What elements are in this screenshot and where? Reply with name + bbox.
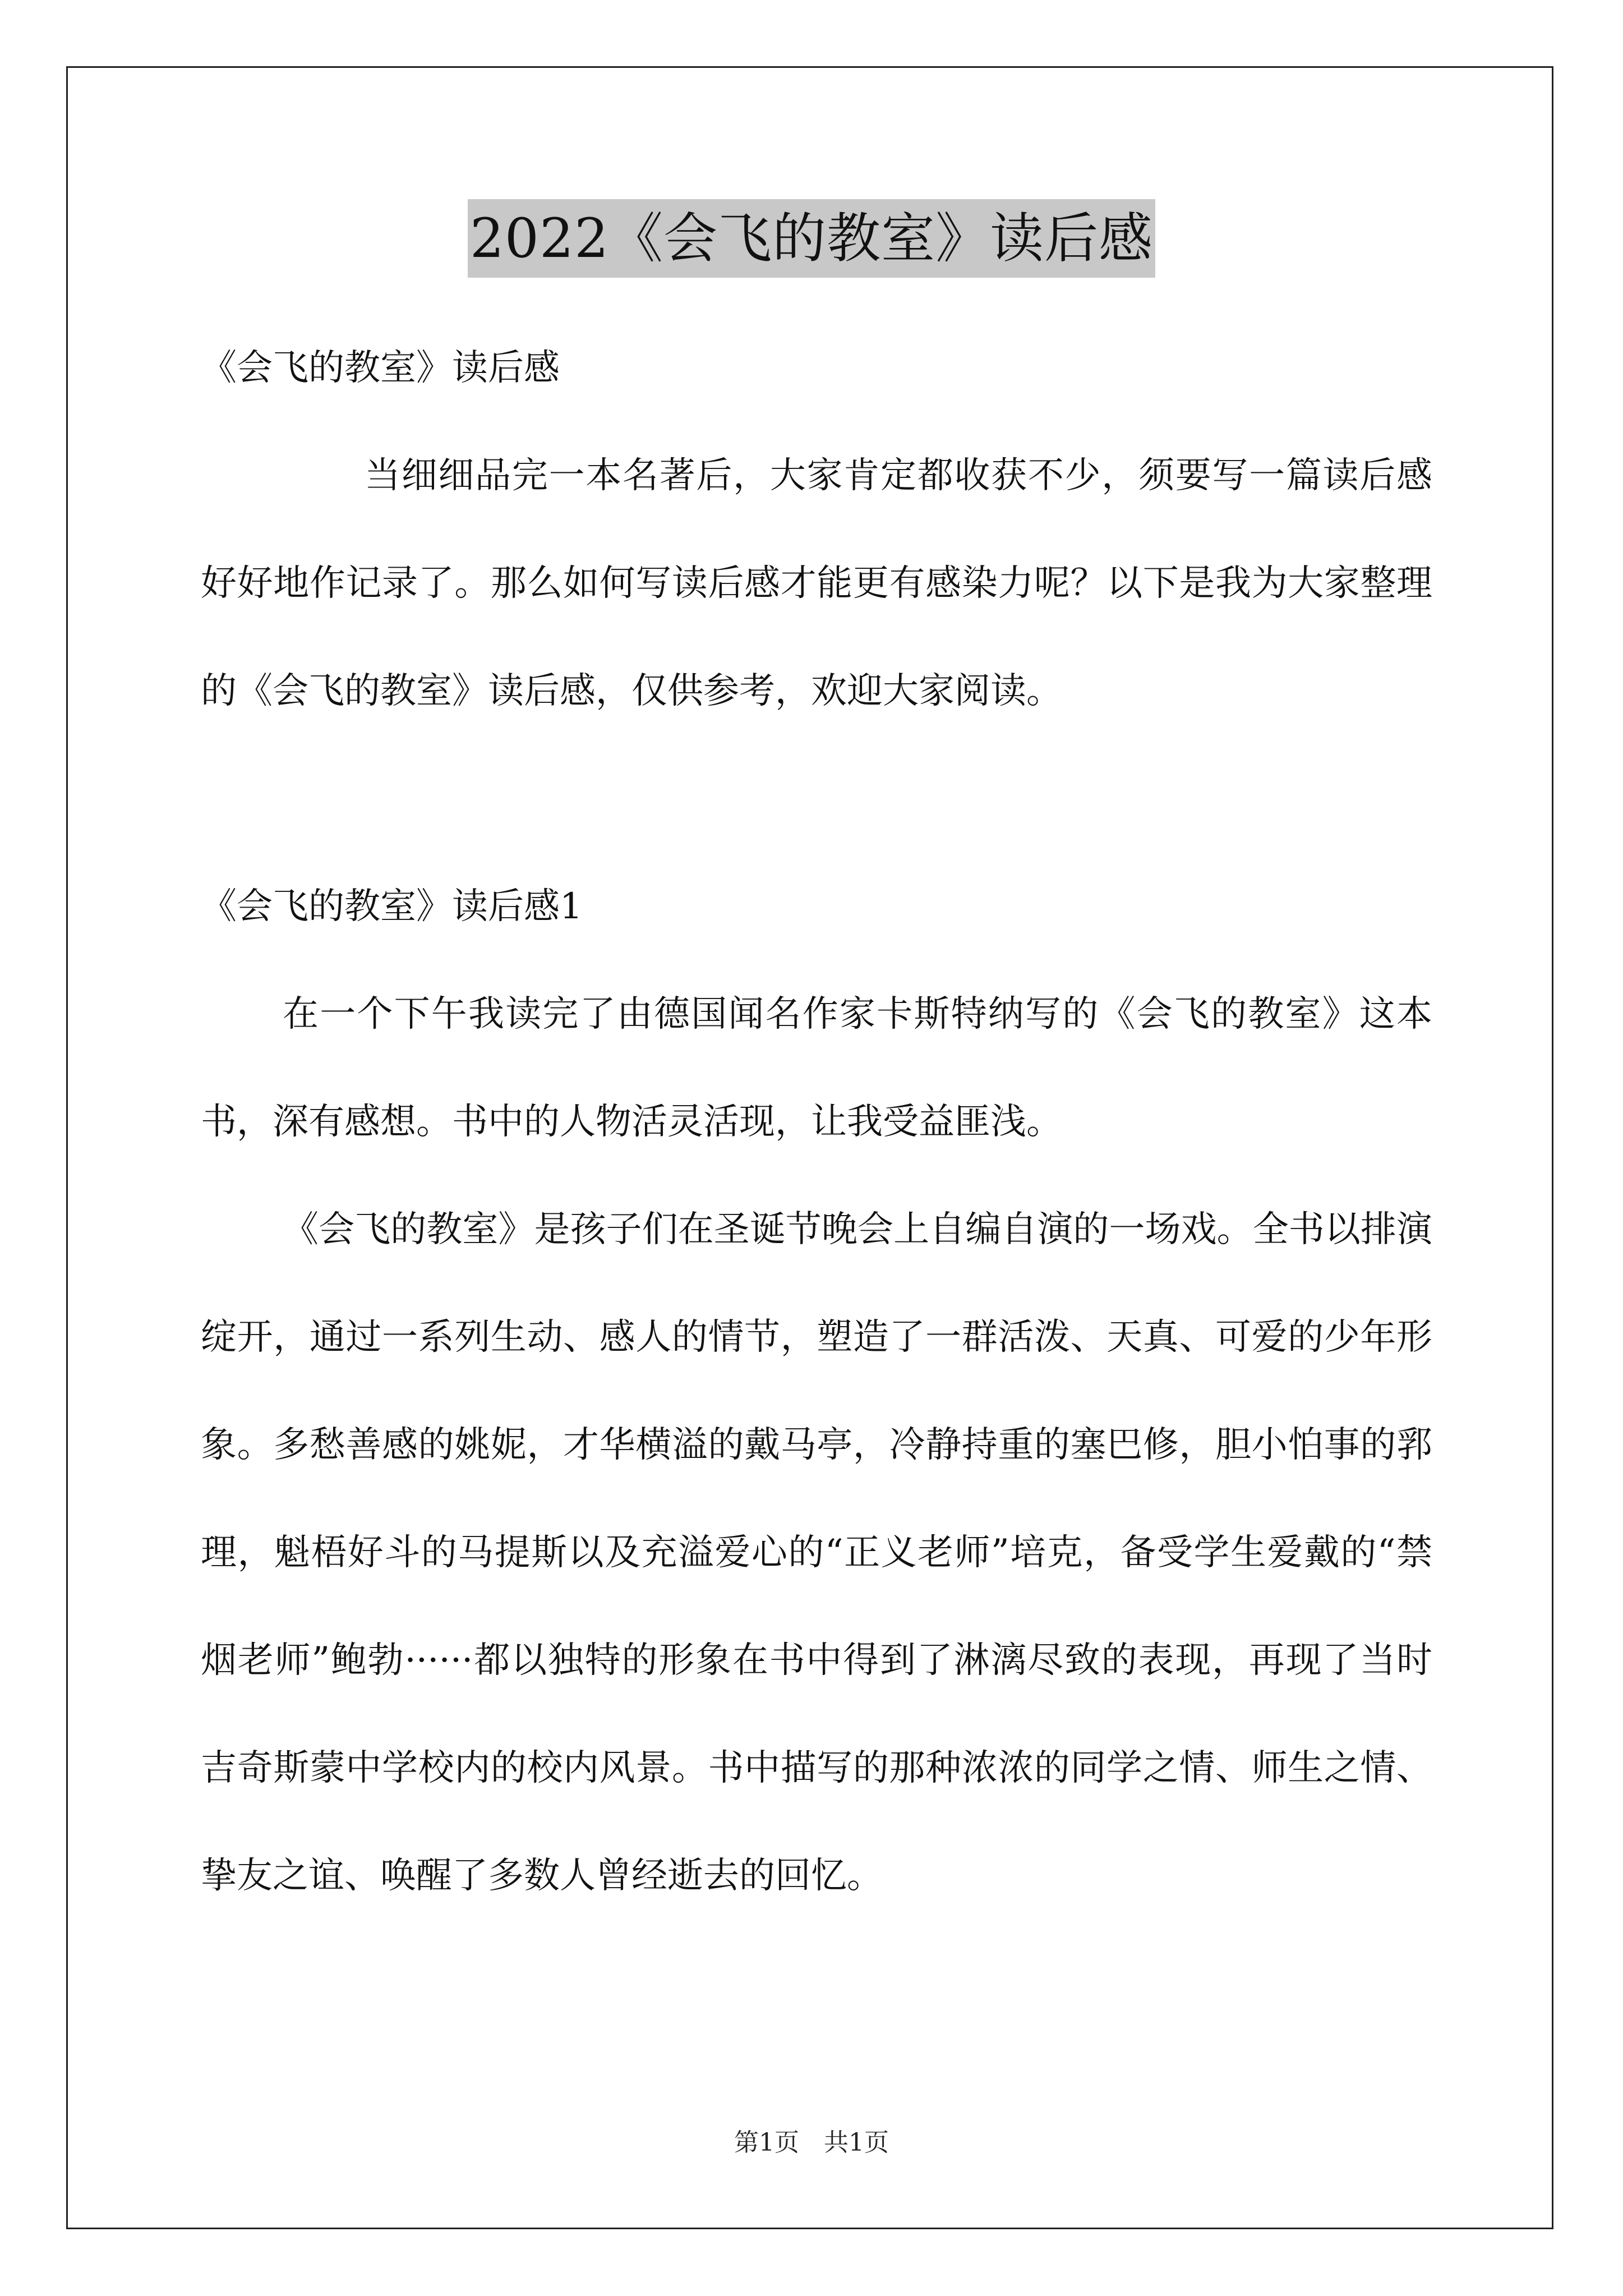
page-number: 第1页	[734, 2128, 799, 2157]
body-paragraph-2: 《会飞的教室》是孩子们在圣诞节晚会上自编自演的一场戏。全书以排演绽开，通过一系列生动、感人的情节，塑造了一群活泼、天真、可爱的少年形象。多愁善感的姚妮，才华横溢的戴马亭，冷静持重的塞巴修，胆小怕事的郛理，魁梧好斗的马提斯以及充溢爱心的“正义老师”培克，备受学生爱戴的“禁烟老师”鲍勃······都以独特的形象在书中得到了淋漓尽致的表现，再现了当时吉奇斯蒙中学校内的校内风景。书中描写的那种浓浓的同学之情、师生之情、挚友之谊、唤醒了多数人曾经逝去的回忆。	[201, 1209, 1432, 1897]
section-heading: 《会飞的教室》读后感1	[201, 886, 583, 927]
intro-paragraph: 当细细品完一本名著后，大家肯定都收获不少，须要写一篇读后感好好地作记录了。那么如何写读后感才能更有感染力呢？以下是我为大家整理的《会飞的教室》读后感，仅供参考，欢迎大家阅读。	[201, 455, 1432, 712]
document-body	[201, 314, 1432, 1930]
document-title: 2022《会飞的教室》读后感	[468, 199, 1155, 278]
page-total: 共1页	[824, 2128, 889, 2157]
page-footer	[0, 2126, 1623, 2160]
section-gap	[201, 745, 1432, 853]
subtitle: 《会飞的教室》读后感	[201, 347, 560, 389]
title-container	[0, 199, 1623, 278]
body-paragraph-1: 在一个下午我读完了由德国闻名作家卡斯特纳写的《会飞的教室》这本书，深有感想。书中的人物活灵活现，让我受益匪浅。	[201, 993, 1432, 1143]
